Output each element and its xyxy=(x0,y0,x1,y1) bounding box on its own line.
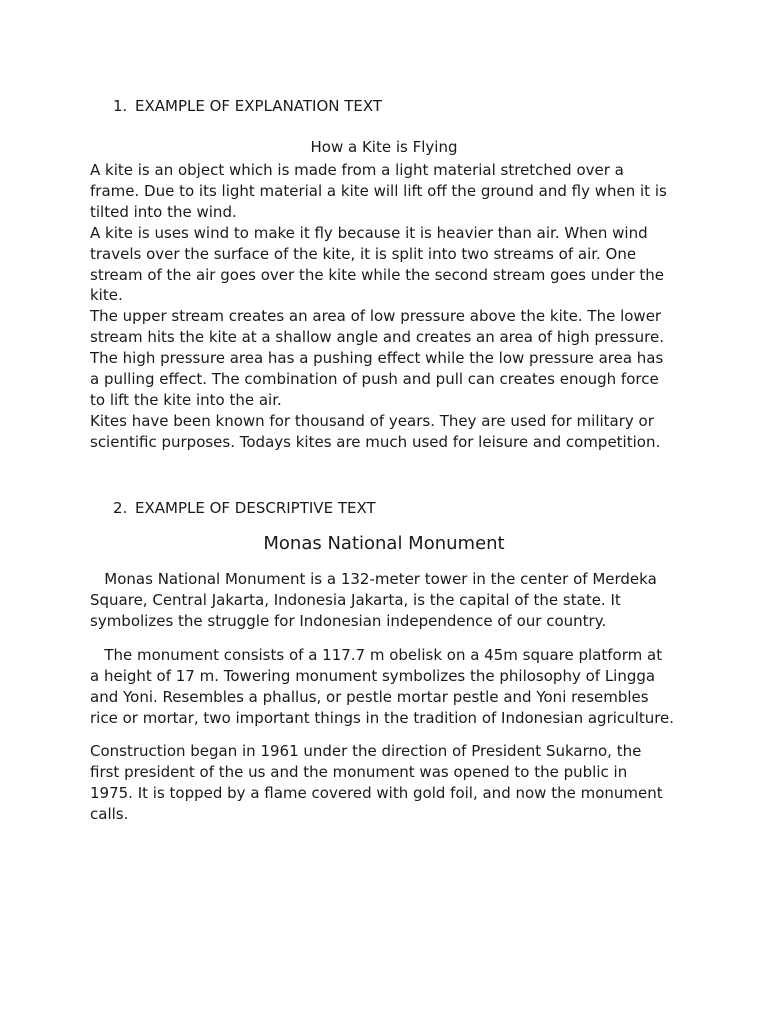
section-1-heading xyxy=(113,96,382,116)
body-line: frame. Due to its light material a kite will lift off the ground and fly when it is xyxy=(90,181,667,200)
section-1-heading-text: EXAMPLE OF EXPLANATION TEXT xyxy=(135,97,383,115)
body-line: The high pressure area has a pushing effect while the low pressure area has xyxy=(90,349,664,368)
explanation-title: How a Kite is Flying xyxy=(310,138,458,156)
body-line: tilted into the wind. xyxy=(90,202,237,221)
body-line: to lift the kite into the air. xyxy=(90,390,282,409)
body-line: stream of the air goes over the kite while the second stream goes under the xyxy=(90,265,664,284)
section-2-heading xyxy=(113,498,376,518)
paragraph-line: a height of 17 m. Towering monument symbolizes the philosophy of Lingga xyxy=(90,666,656,685)
body-line: A kite is an object which is made from a light material stretched over a xyxy=(90,161,624,179)
paragraph-line: rice or mortar, two important things in the tradition of Indonesian agriculture. xyxy=(90,708,675,727)
paragraph-line: and Yoni. Resembles a phallus, or pestle mortar pestle and Yoni resembles xyxy=(90,687,649,706)
body-line: Kites have been known for thousand of years. They are used for military or xyxy=(90,411,654,430)
section-2-number: 2. xyxy=(113,499,128,517)
descriptive-title: Monas National Monument xyxy=(263,533,505,554)
paragraph-line: 1975. It is topped by a flame covered with gold foil, and now the monument xyxy=(90,783,663,802)
body-line: A kite is uses wind to make it fly because it is heavier than air. When wind xyxy=(90,223,648,242)
section-1-number: 1. xyxy=(113,97,128,115)
body-line: The upper stream creates an area of low pressure above the kite. The lower xyxy=(90,307,662,326)
paragraph-line: symbolizes the struggle for Indonesian independence of our country. xyxy=(90,611,607,630)
body-line: stream hits the kite at a shallow angle and creates an area of high pressure. xyxy=(90,328,664,347)
explanation-body xyxy=(90,160,690,453)
paragraph-line: Square, Central Jakarta, Indonesia Jakarta, is the capital of the state. It xyxy=(90,590,621,609)
paragraph-line: Monas National Monument is a 132-meter tower in the center of Merdeka xyxy=(90,570,657,588)
paragraph-line: first president of the us and the monument was opened to the public in xyxy=(90,762,628,781)
body-line: kite. xyxy=(90,286,123,305)
descriptive-paragraph-1 xyxy=(90,569,690,632)
paragraph-line: calls. xyxy=(90,804,129,823)
descriptive-paragraph-2 xyxy=(90,645,690,729)
body-line: travels over the surface of the kite, it is split into two streams of air. One xyxy=(90,244,637,263)
section-2-heading-text: EXAMPLE OF DESCRIPTIVE TEXT xyxy=(135,499,376,517)
body-line: a pulling effect. The combination of push and pull can creates enough force xyxy=(90,370,659,389)
paragraph-line: Construction began in 1961 under the direction of President Sukarno, the xyxy=(90,742,642,760)
body-line: scientific purposes. Todays kites are much used for leisure and competition. xyxy=(90,432,661,451)
paragraph-line: The monument consists of a 117.7 m obelisk on a 45m square platform at xyxy=(90,646,663,664)
descriptive-paragraph-3 xyxy=(90,741,690,825)
